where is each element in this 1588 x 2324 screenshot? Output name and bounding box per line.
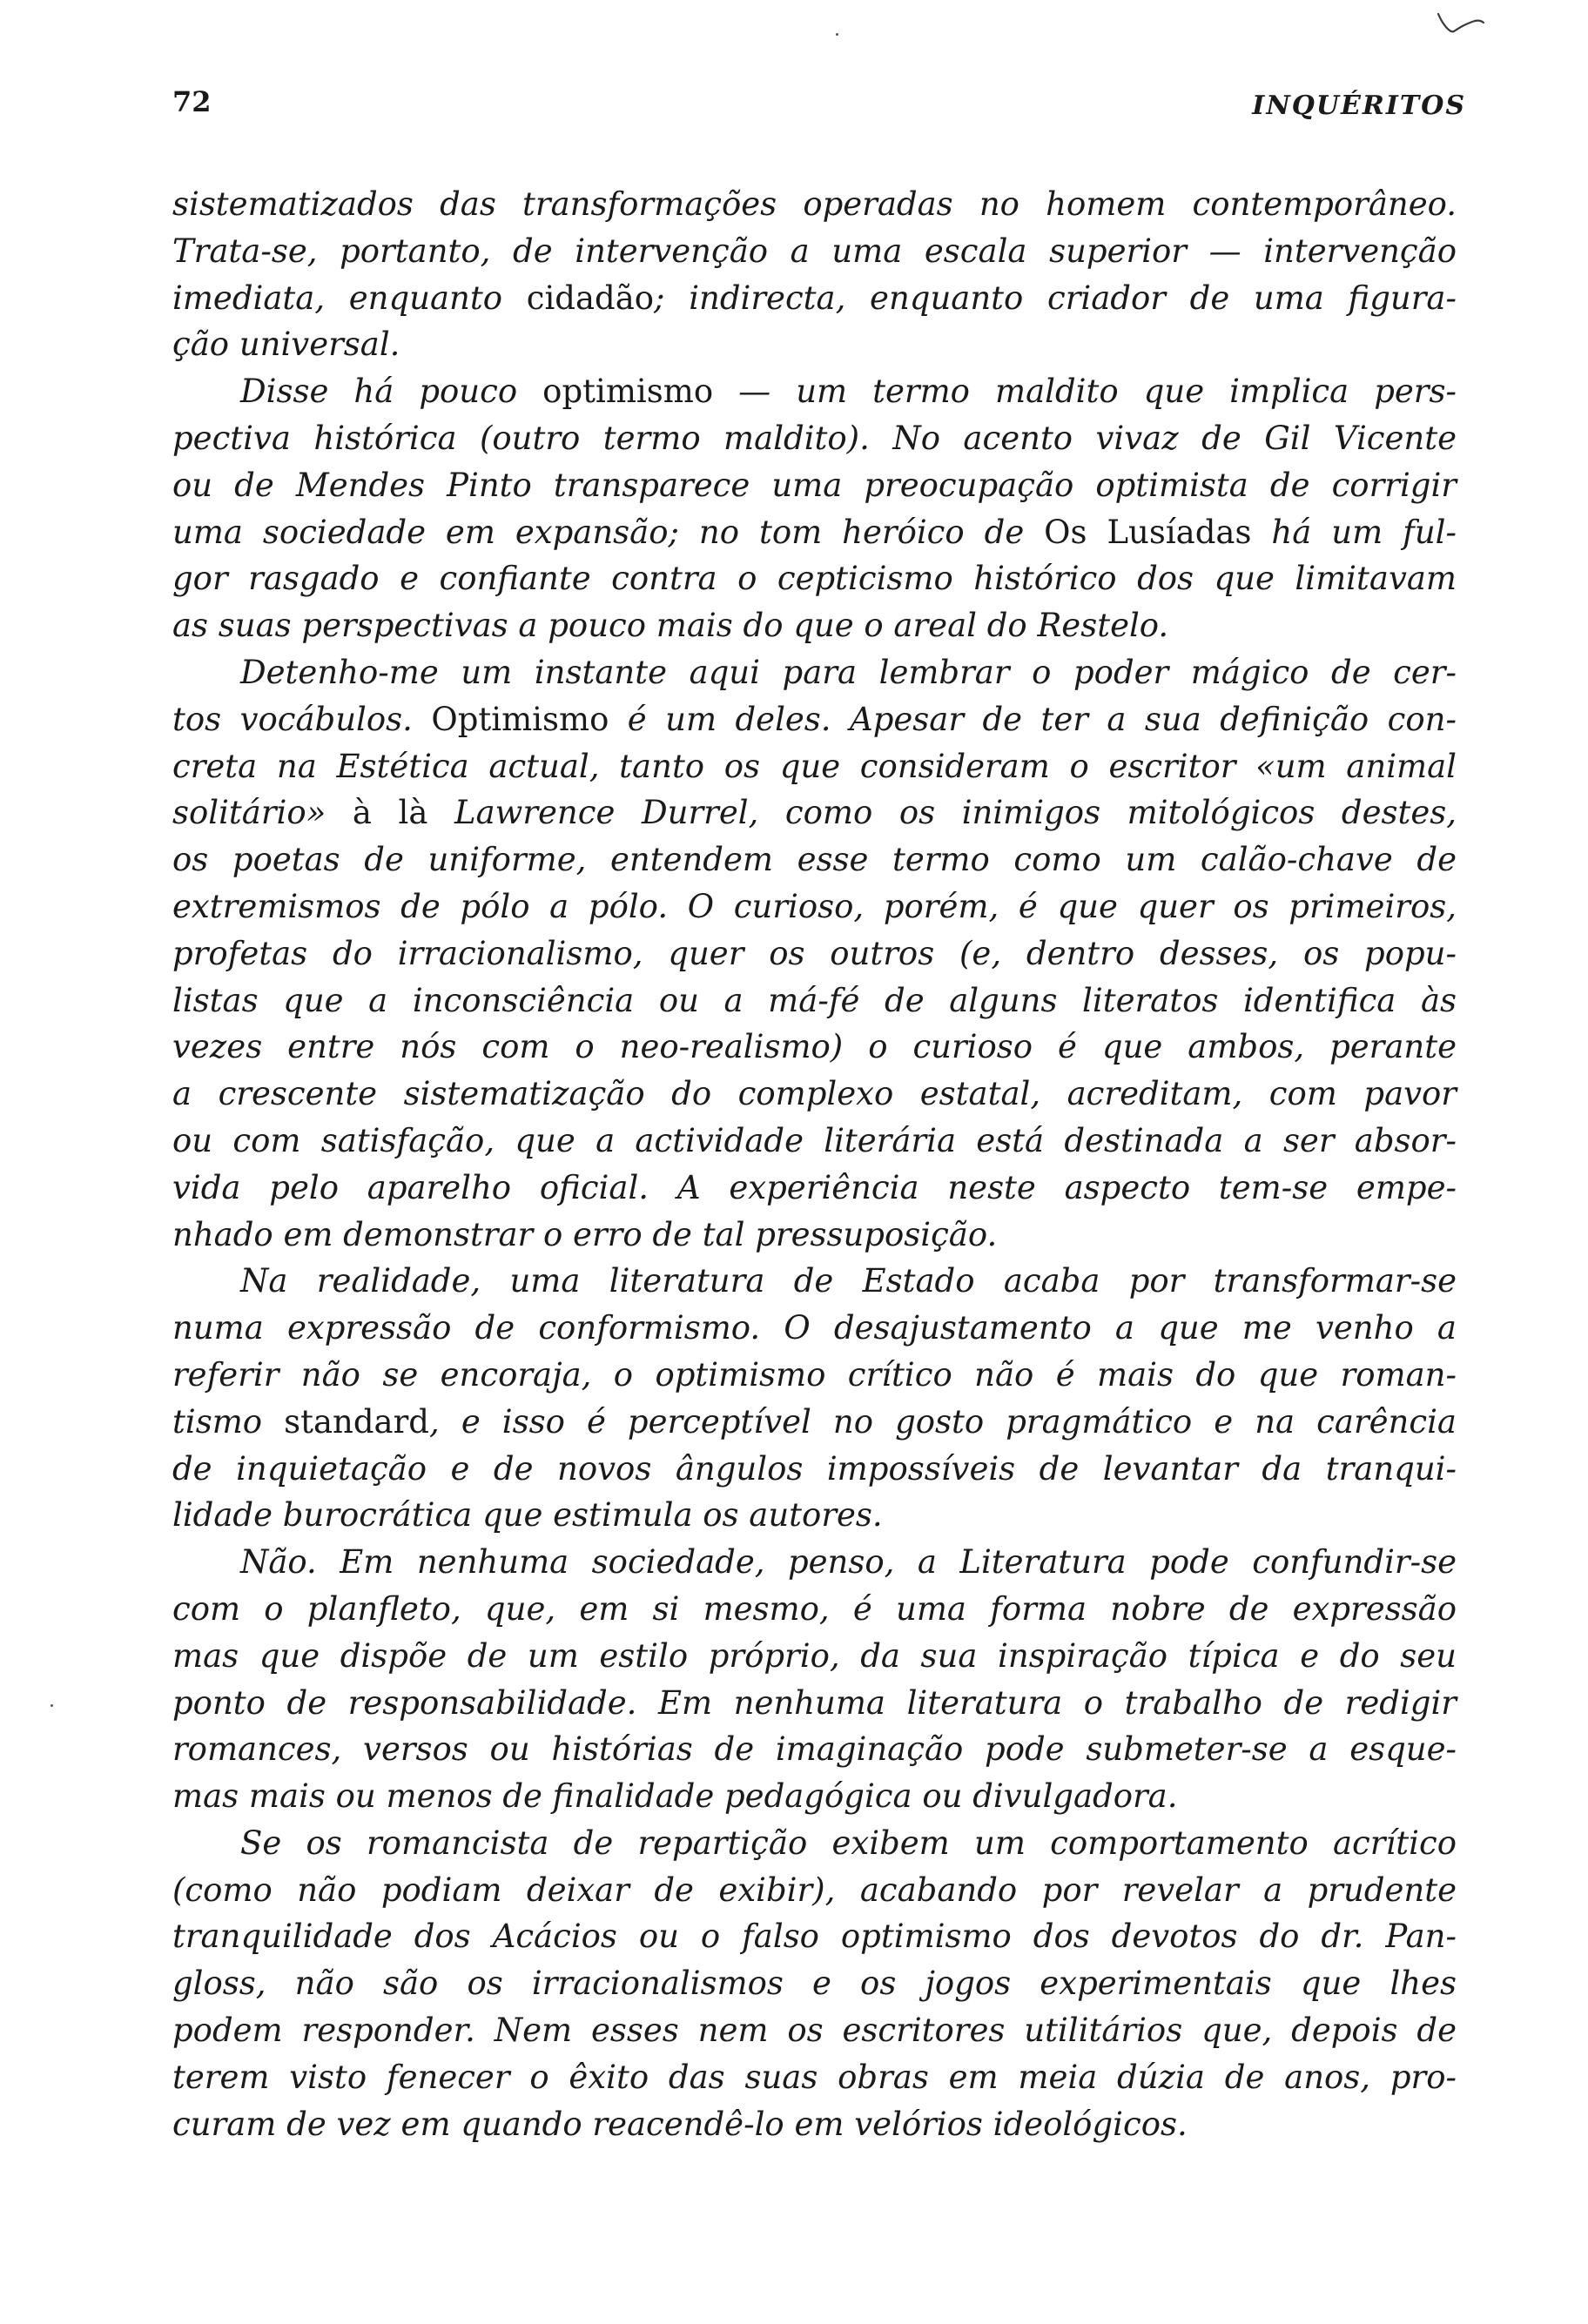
italic-text: ou de Mendes Pinto transparece uma preocupação optimista de corrigir xyxy=(172,466,1457,504)
scan-speck xyxy=(836,33,838,36)
italic-text: terem visto fenecer o êxito das suas obras em meia dúzia de anos, pro- xyxy=(172,2058,1457,2096)
italic-text: profetas do irracionalismo, quer os outros (e, dentro desses, os popu- xyxy=(172,934,1457,972)
italic-text: as suas perspectivas a pouco mais do que o areal do Restelo. xyxy=(172,607,1169,645)
text-line xyxy=(172,1539,1457,1586)
italic-text: extremismos de pólo a pólo. O curioso, porém, é que quer os primeiros, xyxy=(172,887,1457,925)
italic-text: solitário» xyxy=(172,794,353,832)
text-line xyxy=(172,1305,1457,1352)
roman-text: optimismo xyxy=(542,373,714,411)
roman-text: cidadão xyxy=(526,279,655,317)
italic-text: Detenho-me um instante aqui para lembrar o poder mágico de cer- xyxy=(240,653,1457,691)
italic-text: pectiva histórica (outro termo maldito). No acento vivaz de Gil Vicente xyxy=(172,419,1457,457)
text-line xyxy=(172,1960,1457,2007)
roman-text: à là xyxy=(352,794,428,832)
italic-text: vezes entre nós com o neo-realismo) o curioso é que ambos, perante xyxy=(172,1028,1457,1066)
italic-text: uma sociedade em expansão; no tom heróico de xyxy=(172,513,1045,551)
italic-text: , e isso é perceptível no gosto pragmático e na carência xyxy=(429,1402,1457,1441)
text-line xyxy=(172,602,1457,649)
text-line xyxy=(172,2054,1457,2101)
text-line xyxy=(172,1492,1457,1539)
italic-text: ; indirecta, enquanto criador de uma figura- xyxy=(654,279,1457,317)
italic-text: Se os romancista de repartição exibem um comportamento acrítico xyxy=(240,1824,1457,1862)
italic-text: imediata, enquanto xyxy=(172,279,527,317)
italic-text: Trata-se, portanto, de intervenção a uma escala superior — intervenção xyxy=(172,232,1457,270)
text-line xyxy=(172,789,1457,836)
text-line xyxy=(172,1726,1457,1773)
text-line xyxy=(172,1258,1457,1305)
running-head-title: INQUÉRITOS xyxy=(1252,91,1466,121)
text-line xyxy=(172,415,1457,462)
italic-text: (como não podiam deixar de exibir), acabando por revelar a prudente xyxy=(172,1871,1457,1909)
text-line xyxy=(172,1212,1457,1259)
italic-text: com o planfleto, que, em si mesmo, é uma forma nobre de expressão xyxy=(172,1589,1457,1628)
italic-text: tranquilidade dos Acácios ou o falso optimismo dos devotos do dr. Pan- xyxy=(172,1918,1457,1956)
italic-text: lidade burocrática que estimula os autores. xyxy=(172,1496,883,1535)
italic-text: ponto de responsabilidade. Em nenhuma literatura o trabalho de redigir xyxy=(172,1683,1457,1722)
text-line xyxy=(172,2007,1457,2054)
italic-text: os poetas de uniforme, entendem esse termo como um calão-chave de xyxy=(172,841,1457,879)
italic-text: de inquietação e de novos ângulos impossíveis de levantar da tranqui- xyxy=(172,1449,1457,1488)
text-line xyxy=(172,1586,1457,1633)
page-number: 72 xyxy=(172,85,212,118)
italic-text: listas que a inconsciência ou a má-fé de alguns literatos identifica às xyxy=(172,981,1457,1019)
italic-text: romances, versos ou histórias de imaginação pode submeter-se a esque- xyxy=(172,1730,1457,1769)
italic-text: podem responder. Nem esses nem os escritores utilitários que, depois de xyxy=(172,2012,1457,2050)
text-line xyxy=(172,1352,1457,1399)
italic-text: nhado em demonstrar o erro de tal pressuposição. xyxy=(172,1215,998,1253)
text-line xyxy=(172,1399,1457,1446)
scan-speck xyxy=(50,1704,53,1707)
text-line xyxy=(172,1165,1457,1212)
italic-text: referir não se encoraja, o optimismo crítico não é mais do que roman- xyxy=(172,1355,1457,1394)
italic-text: creta na Estética actual, tanto os que consideram o escritor «um animal xyxy=(172,747,1457,785)
italic-text: curam de vez em quando reacendê-lo em velórios ideológicos. xyxy=(172,2105,1188,2143)
text-line xyxy=(172,696,1457,743)
text-line xyxy=(172,509,1457,556)
roman-text: Os Lusíadas xyxy=(1044,513,1252,551)
italic-text: — um termo maldito que implica pers- xyxy=(713,373,1457,411)
text-line xyxy=(172,555,1457,602)
italic-text: Lawrence Durrel, como os inimigos mitológicos destes, xyxy=(427,794,1457,832)
italic-text: numa expressão de conformismo. O desajustamento a que me venho a xyxy=(172,1309,1457,1347)
italic-text: é um deles. Apesar de ter a sua definição con- xyxy=(609,700,1457,738)
italic-text: tismo xyxy=(172,1402,285,1441)
text-line xyxy=(172,1820,1457,1867)
italic-text: ou com satisfação, que a actividade literária está destinada a ser absor- xyxy=(172,1121,1457,1159)
text-line xyxy=(172,368,1457,415)
text-line xyxy=(172,930,1457,977)
italic-text: vida pelo aparelho oficial. A experiência neste aspecto tem-se empe- xyxy=(172,1168,1457,1206)
italic-text: gor rasgado e confiante contra o cepticismo histórico dos que limitavam xyxy=(172,560,1457,598)
text-line xyxy=(172,1680,1457,1727)
text-line xyxy=(172,1446,1457,1493)
text-line xyxy=(172,1071,1457,1118)
italic-text: Disse há pouco xyxy=(240,373,543,411)
pencil-check-mark xyxy=(1435,7,1487,42)
body-text xyxy=(172,181,1457,2147)
text-line xyxy=(172,181,1457,228)
text-line xyxy=(172,321,1457,368)
italic-text: Na realidade, uma literatura de Estado acaba por transformar-se xyxy=(240,1262,1457,1300)
italic-text: há um ful- xyxy=(1251,513,1457,551)
italic-text: Não. Em nenhuma sociedade, penso, a Literatura pode confundir-se xyxy=(240,1543,1457,1582)
roman-text: Optimismo xyxy=(431,700,609,738)
text-line xyxy=(172,462,1457,509)
text-line xyxy=(172,1118,1457,1165)
text-line xyxy=(172,1773,1457,1820)
text-line xyxy=(172,743,1457,790)
italic-text: gloss, não são os irracionalismos e os jogos experimentais que lhes xyxy=(172,1965,1457,2003)
text-line xyxy=(172,228,1457,275)
italic-text: mas que dispõe de um estilo próprio, da sua inspiração típica e do seu xyxy=(172,1636,1457,1675)
italic-text: mas mais ou menos de finalidade pedagógica ou divulgadora. xyxy=(172,1777,1178,1816)
text-line xyxy=(172,649,1457,696)
text-line xyxy=(172,977,1457,1024)
italic-text: tos vocábulos. xyxy=(172,700,432,738)
text-line xyxy=(172,1913,1457,1960)
roman-text: standard xyxy=(284,1402,429,1441)
italic-text: ção universal. xyxy=(172,326,400,364)
text-line xyxy=(172,1867,1457,1914)
text-line xyxy=(172,275,1457,322)
text-line xyxy=(172,836,1457,883)
italic-text: sistematizados das transformações operadas no homem contemporâneo. xyxy=(172,185,1457,223)
italic-text: a crescente sistematização do complexo estatal, acreditam, com pavor xyxy=(172,1075,1457,1113)
text-line xyxy=(172,883,1457,930)
text-line xyxy=(172,1633,1457,1680)
text-line xyxy=(172,2101,1457,2148)
text-line xyxy=(172,1024,1457,1071)
